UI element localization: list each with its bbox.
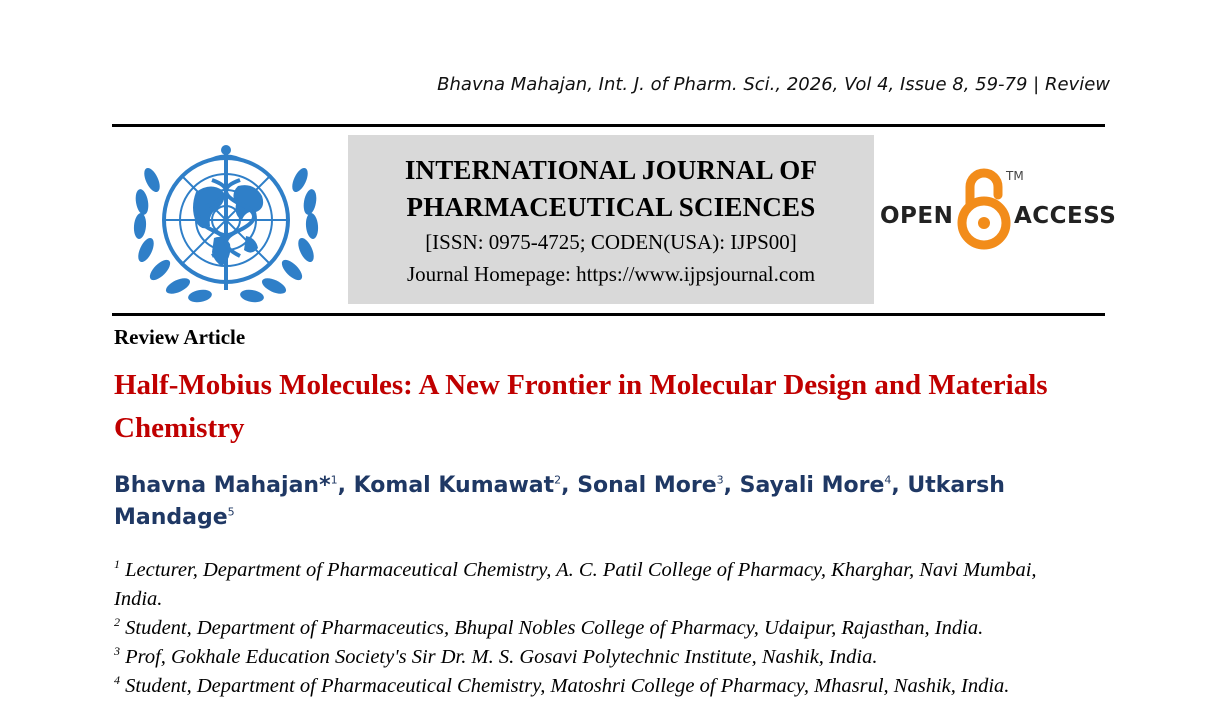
author-affiliation-marker: 3 [716, 473, 724, 487]
affiliation-number: 1 [114, 557, 120, 572]
affiliation-item [114, 614, 1074, 643]
affiliation-item [114, 643, 1074, 672]
author-affiliation-marker: 4 [884, 473, 892, 487]
author-name: Sonal More [577, 473, 717, 498]
journal-homepage: Journal Homepage: https://www.ijpsjournal.com [406, 262, 816, 286]
affiliation-text: Lecturer, Department of Pharmaceutical Chemistry, A. C. Patil College of Pharmacy, Kharghar, Navi Mumbai, India. [114, 559, 1037, 610]
affiliation-number: 3 [114, 644, 120, 659]
header-top-rule [112, 124, 1105, 127]
globe-laurel-icon [126, 140, 326, 308]
affiliation-item [114, 672, 1074, 701]
affiliation-number: 2 [114, 615, 120, 630]
affiliation-text: Student, Department of Pharmaceutics, Bhupal Nobles College of Pharmacy, Udaipur, Rajasthan, India. [125, 617, 984, 639]
author-name: Bhavna Mahajan* [114, 473, 331, 498]
author-name: Utkarsh Mandage [114, 473, 1005, 530]
open-access-right-word: ACCESS [1014, 203, 1117, 229]
running-header-citation: Bhavna Mahajan, Int. J. of Pharm. Sci., 2026, Vol 4, Issue 8, 59-79 | Review [437, 74, 1110, 95]
open-access-left-word: OPEN [880, 203, 954, 229]
affiliation-text: Student, Department of Pharmaceutical Chemistry, Matoshri College of Pharmacy, Mhasrul, Nashik, India. [125, 675, 1010, 697]
open-access-trademark: TM [1006, 169, 1024, 183]
journal-title [348, 152, 874, 226]
affiliation-text: Prof, Gokhale Education Society's Sir Dr. M. S. Gosavi Polytechnic Institute, Nashik, India. [125, 646, 878, 668]
article-type-label: Review Article [114, 325, 246, 349]
journal-emblem-logo [126, 140, 326, 308]
journal-title-box [348, 135, 874, 304]
author-name: Sayali More [739, 473, 885, 498]
open-access-logo [880, 165, 1117, 255]
affiliation-list [114, 556, 1074, 701]
author-affiliation-marker: 2 [554, 473, 562, 487]
author-name: Komal Kumawat [353, 473, 555, 498]
affiliation-number: 4 [114, 673, 120, 688]
header-bottom-rule [112, 313, 1105, 316]
author-affiliation-marker: 5 [227, 505, 235, 519]
affiliation-item [114, 556, 1074, 614]
journal-title-line2: PHARMACEUTICAL SCIENCES [406, 192, 816, 222]
article-title: Half-Mobius Molecules: A New Frontier in Molecular Design and Materials Chemistry [114, 369, 1048, 444]
journal-issn: [ISSN: 0975-4725; CODEN(USA): IJPS00] [425, 230, 797, 254]
author-list: Bhavna Mahajan*$^1$, Komal Kumawat$^2$, Sonal More$^3$, Sayali More$^4$, Utkarsh Mandage$^5$ [114, 473, 1005, 530]
author-affiliation-marker: 1 [330, 473, 338, 487]
journal-title-line1: INTERNATIONAL JOURNAL OF [404, 155, 818, 185]
open-access-icon [954, 165, 1014, 251]
